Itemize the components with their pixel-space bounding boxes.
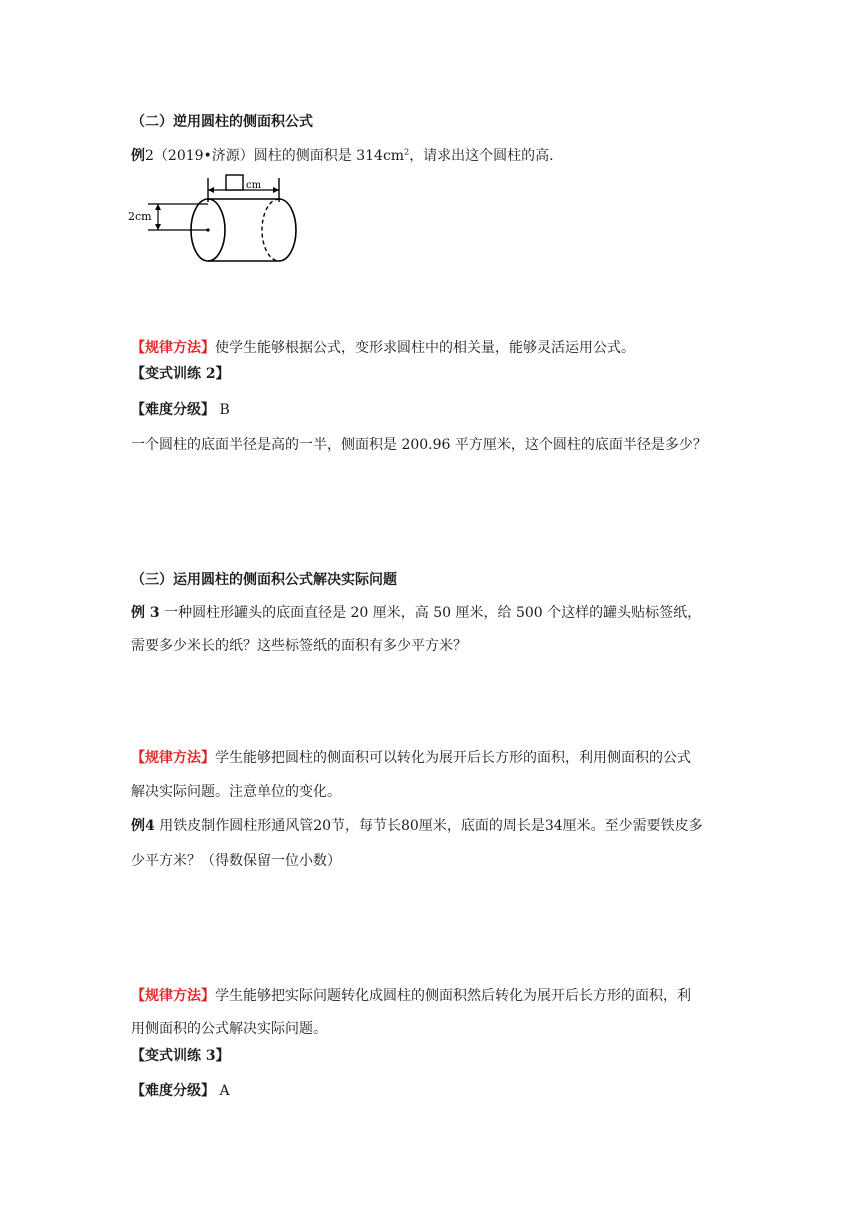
method-tag-1: 【规律方法】 [131,340,215,356]
method-text-3: 学生能够把实际问题转化成圆柱的侧面积然后转化为展开后长方形的面积，利 [215,988,691,1004]
example-2-label: 例 [131,148,145,164]
method-tag-3: 【规律方法】 [131,988,215,1004]
example-4-label: 例4 [131,818,155,834]
top-arrow-right [273,187,279,193]
section-heading-3: （三）运用圆柱的侧面积公式解决实际问题 [131,572,397,588]
example-2-text: 2（2019•济源）圆柱的侧面积是 314cm [145,148,405,164]
method-note-3-line-2: 用侧面积的公式解决实际问题。 [131,1021,327,1037]
side-label: 2cm [128,210,152,223]
difficulty-2 [131,1081,230,1101]
training-heading-3: 【变式训练 3】 [131,1048,230,1064]
method-note-2-line-2: 解决实际问题。注意单位的变化。 [131,784,341,800]
side-arrow-bottom [155,224,161,230]
blank-answer-box [226,175,243,190]
example-3-text-1: 一种圆柱形罐头的底面直径是 20 厘米，高 50 厘米，给 500 个这样的罐头贴标签纸， [159,605,702,621]
example-2-text-end: ，请求出这个圆柱的高. [409,148,554,164]
side-arrow-top [155,204,161,210]
method-text-2: 学生能够把圆柱的侧面积可以转化为展开后长方形的面积，利用侧面积的公式 [215,750,691,766]
example-2 [131,146,554,166]
example-3-label: 例 3 [131,605,160,621]
example-2-superscript: 2 [404,147,410,157]
problem-1: 一个圆柱的底面半径是高的一半，侧面积是 200.96 平方厘米，这个圆柱的底面半径是多少？ [131,437,707,453]
cylinder-right-hidden-arc [262,199,279,261]
cylinder-figure [128,172,308,264]
example-3-line-1 [131,603,701,623]
difficulty-tag-2: 【难度分级】 [131,1083,215,1099]
cylinder-right-front-arc [279,199,296,261]
difficulty-1 [131,400,230,420]
difficulty-value-1: B [215,402,230,418]
method-text-1: 使学生能够根据公式，变形求圆柱中的相关量，能够灵活运用公式。 [215,340,635,356]
base-center-dot [206,228,209,231]
top-arrow-left [208,187,214,193]
method-note-2-line-1 [131,748,691,768]
example-3-line-2: 需要多少米长的纸？这些标签纸的面积有多少平方米？ [131,638,467,654]
method-tag-2: 【规律方法】 [131,750,215,766]
difficulty-value-2: A [215,1083,230,1099]
method-note-1 [131,338,635,358]
example-4-line-2: 少平方米？（得数保留一位小数） [131,853,341,869]
difficulty-tag-1: 【难度分级】 [131,402,215,418]
section-heading-2: （二）逆用圆柱的侧面积公式 [131,114,313,130]
method-note-3-line-1 [131,986,691,1006]
example-4-line-1 [131,816,703,836]
training-heading-2: 【变式训练 2】 [131,366,230,382]
example-4-text-1: 用铁皮制作圆柱形通风管20节，每节长80厘米，底面的周长是34厘米。至少需要铁皮多 [154,818,703,834]
top-unit-label: cm [246,180,262,191]
